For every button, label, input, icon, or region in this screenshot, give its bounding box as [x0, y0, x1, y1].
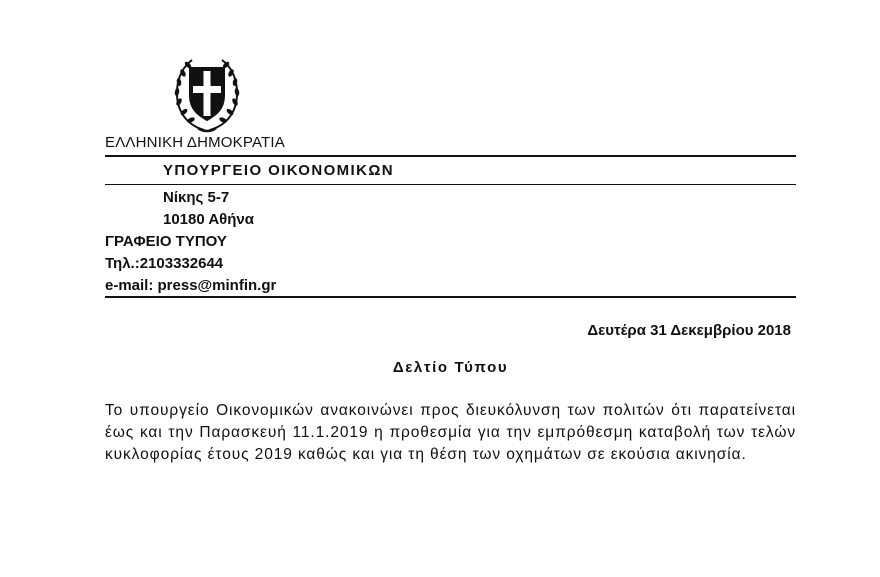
- press-release-title: Δελτίο Τύπου: [392, 359, 509, 376]
- header-divider-middle: [105, 184, 796, 185]
- header-divider-top: [105, 155, 796, 157]
- ministry-name: ΥΠΟΥΡΓΕΙΟ ΟΙΚΟΝΟΜΙΚΩΝ: [163, 162, 395, 179]
- republic-name: ΕΛΛΗΝΙΚΗ ΔΗΜΟΚΡΑΤΙΑ: [105, 134, 285, 151]
- phone-number: Τηλ.:2103332644: [105, 255, 224, 272]
- address-city: 10180 Αθήνα: [163, 211, 254, 228]
- coat-of-arms-icon: [170, 52, 244, 136]
- release-date: Δευτέρα 31 Δεκεμβρίου 2018: [587, 322, 791, 339]
- header-divider-bottom: [105, 296, 796, 298]
- email-address: e-mail: press@minfin.gr: [105, 277, 277, 294]
- press-office: ΓΡΑΦΕΙΟ ΤΥΠΟΥ: [105, 233, 227, 250]
- press-release-body: Το υπουργείο Οικονομικών ανακοινώνει προς διευκόλυνση των πολιτών ότι παρατείνεται έως και την Παρασκευή 11.1.2019 η προθεσμία για την εμπρόθεσμη καταβολή των τελών κυκλοφορίας έτους 2019 καθώς και για τη θέση των οχημάτων σε εκούσια ακινησία.: [105, 402, 796, 463]
- address-street: Νίκης 5-7: [163, 189, 230, 206]
